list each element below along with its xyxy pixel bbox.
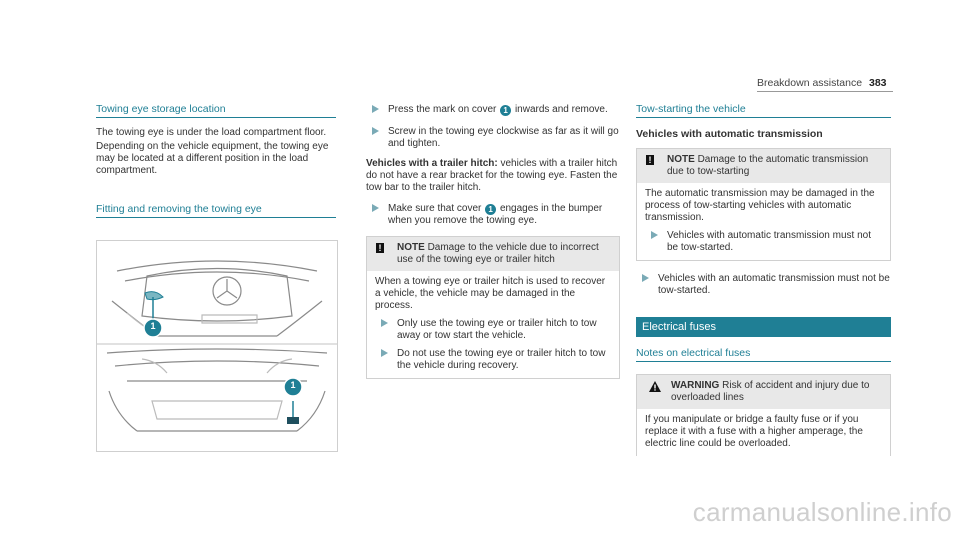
warning-triangle-icon (649, 381, 661, 392)
note-step (375, 318, 613, 342)
warning-label: WARNING (671, 380, 720, 391)
section-heading: Towing eye storage location (96, 103, 336, 118)
trailer-label: Vehicles with a trailer hitch: (366, 158, 498, 169)
note-text: The automatic transmission may be damaged in the process of tow-starting vehicles with automatic transmission. (645, 188, 875, 223)
step-arrow-icon (372, 105, 379, 113)
callout-1-front: 1 (150, 321, 156, 331)
step-text: engages in the bumper when you remove the towing eye. (388, 203, 603, 226)
step-arrow-icon (642, 274, 649, 282)
step-text: Vehicles with automatic transmission must not be tow-started. (667, 230, 871, 253)
rear-cover-highlight (287, 417, 299, 424)
step-text: Vehicles with an automatic transmission must not be tow-started. (658, 273, 890, 296)
column-1 (96, 103, 336, 218)
section-title: Breakdown assistance (757, 77, 863, 89)
exclamation-icon: ! (646, 155, 654, 165)
callout-icon: 1 (500, 105, 511, 116)
vehicle-illustration (96, 240, 338, 452)
warning-header (637, 375, 890, 409)
note-title: Damage to the automatic transmission due to tow-starting (667, 154, 869, 177)
note-title: Damage to the vehicle due to incorrect use of the towing eye or trailer hitch (397, 242, 599, 265)
note-header (367, 237, 619, 271)
step-text: Screw in the towing eye clockwise as far as it will go and tighten. (388, 126, 619, 149)
paragraph: Depending on the vehicle equipment, the towing eye may be located at a different position in the load compartment. (96, 141, 329, 176)
note-label: NOTE (397, 242, 425, 253)
step (366, 203, 620, 227)
step-text: Only use the towing eye or trailer hitch to tow away or tow start the vehicle. (397, 318, 597, 341)
subheading: Vehicles with automatic transmission (636, 128, 823, 140)
watermark: carmanualsonline.info (692, 497, 952, 527)
note-step (375, 348, 613, 372)
header-rule (757, 91, 893, 92)
step-text: Do not use the towing eye or trailer hitch to tow the vehicle during recovery. (397, 348, 606, 371)
front-cover-highlight (145, 292, 163, 300)
note-box (636, 148, 891, 261)
warning-box (636, 374, 891, 456)
page-number: 383 (869, 77, 887, 89)
step-arrow-icon (372, 127, 379, 135)
note-label: NOTE (667, 154, 695, 165)
note-body (637, 183, 890, 260)
electrical-fuses-bar: Electrical fuses (636, 317, 891, 337)
trailer-text: vehicles with a trailer hitch do not have a rear bracket for the towing eye. Fasten the tow bar to the trailer hitch. (366, 158, 618, 193)
section-heading: Tow-starting the vehicle (636, 103, 891, 118)
warning-title: Risk of accident and injury due to overloaded lines (671, 380, 870, 403)
note-header (637, 149, 890, 183)
section-heading: Notes on electrical fuses (636, 347, 891, 362)
exclamation-icon: ! (376, 243, 384, 253)
step-arrow-icon (372, 204, 379, 212)
note-box (366, 236, 620, 379)
warning-text: If you manipulate or bridge a faulty fuse or if you replace it with a fuse with a higher amperage, the electric line could be overloaded. (645, 414, 863, 449)
step-text: inwards and remove. (514, 104, 608, 115)
trailer-paragraph (366, 158, 620, 194)
bumper-drawing (97, 241, 337, 451)
note-body (367, 271, 619, 378)
step (366, 126, 620, 150)
section-heading: Fitting and removing the towing eye (96, 203, 336, 218)
step (366, 104, 620, 116)
paragraph: The towing eye is under the load compartment floor. (96, 127, 327, 138)
note-text: When a towing eye or trailer hitch is used to recover a vehicle, the vehicle may be damaged in the process. (375, 276, 606, 311)
step-arrow-icon (381, 319, 388, 327)
warning-body (637, 409, 890, 456)
step-text: Press the mark on cover (388, 104, 497, 115)
step-arrow-icon (381, 349, 388, 357)
step-arrow-icon (651, 231, 658, 239)
column-2 (366, 104, 620, 379)
column-3 (636, 103, 891, 456)
callout-icon: 1 (485, 204, 496, 215)
callout-1-rear: 1 (290, 380, 296, 390)
step (636, 273, 891, 297)
note-step (645, 230, 884, 254)
step-text: Make sure that cover (388, 203, 482, 214)
